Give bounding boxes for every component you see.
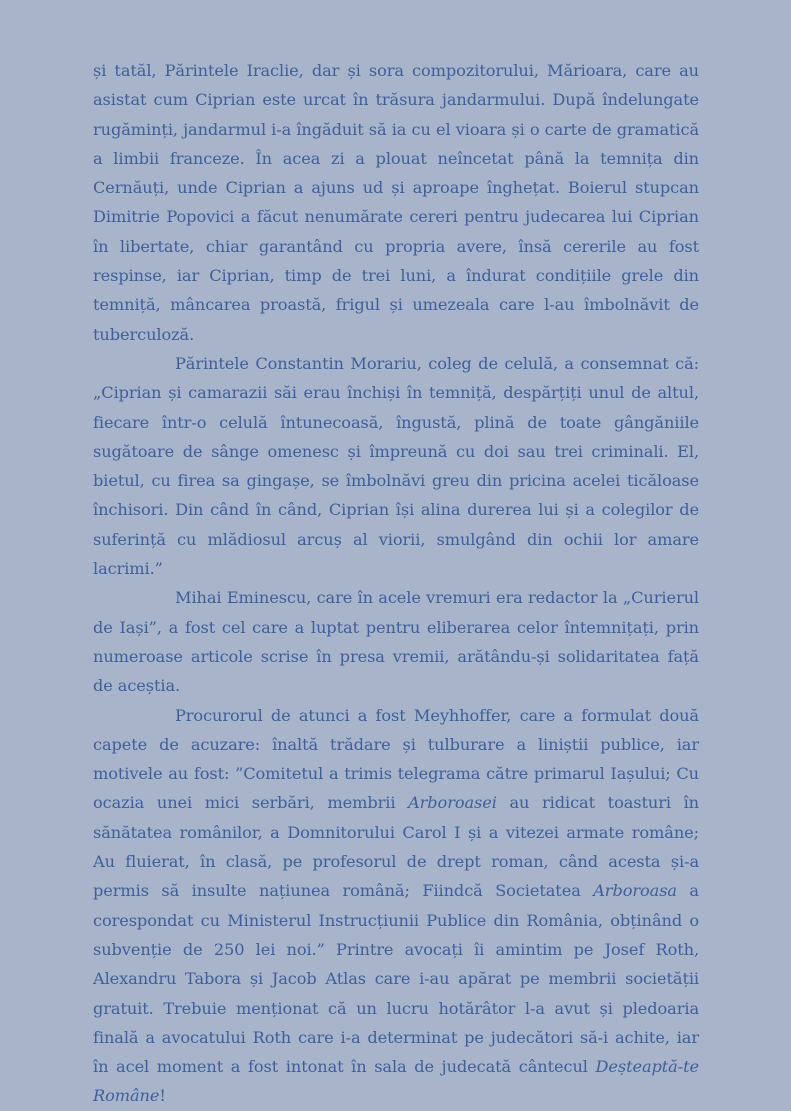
paragraph-4-text-d: ! — [159, 1086, 166, 1106]
italic-term-arboroasa: Arboroasa — [593, 881, 677, 901]
paragraph-4-text-a: Procurorul de atunci a fost Meyhhoffer, care a formulat două capete de acuzare: înaltă trădare și tulburare a liniștii publice, iar motivele au fost: ”Comitetul a trimis telegrama către primarul Iașului; Cu ocazia unei mici serbări, membrii — [93, 705, 699, 813]
italic-song-title: Deșteaptă-te Române — [93, 1057, 699, 1106]
paragraph-1 — [93, 56, 699, 349]
paragraph-2 — [93, 349, 699, 583]
italic-term-arboroasei: Arboroasei — [408, 793, 497, 813]
paragraph-3 — [93, 583, 699, 700]
paragraph-4-text-b: au ridicat toasturi în sănătatea românilor, a Domnitorului Carol I și a vitezei armate române; Au fluierat, în clasă, pe profesorul de drept roman, când acesta și-a permis să insulte națiunea română; Fiindcă Societatea — [93, 793, 699, 901]
paragraph-3-text: Mihai Eminescu, care în acele vremuri era redactor la „Curierul de Iași”, a fost cel care a luptat pentru eliberarea celor întemnițați, prin numeroase articole scrise în presa vremii, arătându-și solidaritatea față de aceștia. — [93, 588, 699, 696]
body-text — [93, 56, 699, 1111]
paragraph-1-text: și tatăl, Părintele Iraclie, dar și sora compozitorului, Mărioara, care au asistat cum Ciprian este urcat în trăsura jandarmului. După îndelungate rugăminți, jandarmul i-a îngăduit să ia cu el vioara și o carte de gramatică a limbii franceze. În acea zi a plouat neîncetat până la temnița din Cernăuți, unde Ciprian a ajuns ud și aproape înghețat. Boierul stupcan Dimitrie Popovici a făcut nenumărate cereri pentru judecarea lui Ciprian în libertate, chiar garantând cu propria avere, însă cererile au fost respinse, iar Ciprian, timp de trei luni, a îndurat condițiile grele din temniță, mâncarea proastă, frigul și umezeala care l-au îmbolnăvit de tuberculoză. — [93, 61, 699, 344]
paragraph-2-text: Părintele Constantin Morariu, coleg de celulă, a consemnat că: „Ciprian și camarazii săi erau închiși în temniță, despărțiți unul de altul, fiecare într-o celulă întunecoasă, îngustă, plină de toate gângăniile sugătoare de sânge omenesc și împreună cu doi sau trei criminali. El, bietul, cu firea sa gingașe, se îmbolnăvi greu din pricina acelei ticăloase închisori. Din când în când, Ciprian își alina durerea lui și a colegilor de suferință cu mlădiosul arcuș al viorii, smulgând din ochii lor amare lacrimi.” — [93, 353, 699, 579]
paragraph-4 — [93, 701, 699, 1111]
paragraph-4-text-c: a corespondat cu Ministerul Instrucțiunii Publice din România, obținând o subvenție de 250 lei noi.” Printre avocați îi amintim pe Josef Roth, Alexandru Tabora și Jacob Atlas care i-au apărat pe membrii societății gratuit. Trebuie menționat că un lucru hotărâtor l-a avut și pledoaria finală a avocatului Roth care i-a determinat pe judecători să-i achite, iar în acel moment a fost intonat în sala de judecată cântecul — [93, 881, 699, 1077]
